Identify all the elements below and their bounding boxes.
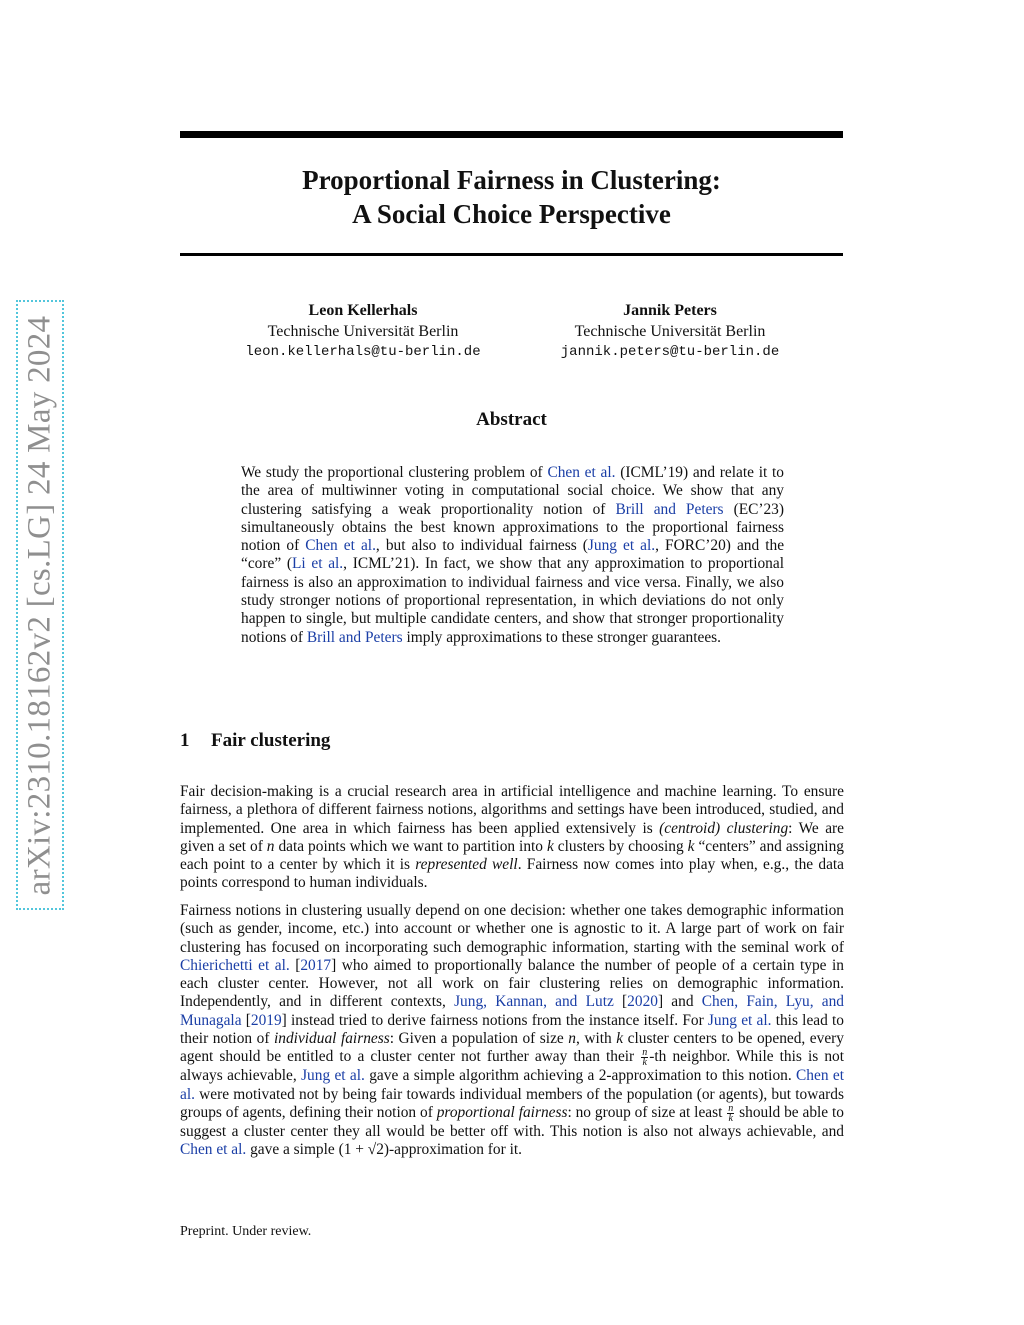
arxiv-id-text: arXiv:2310.18162v2 [cs.LG] 24 May 2024 (21, 315, 58, 895)
title-rule-top (180, 131, 843, 138)
fraction-n-over-k: $\frac{n}{k}$ (728, 1102, 734, 1124)
citation-link[interactable]: Chen et al. (305, 537, 376, 555)
citation-link[interactable]: Jung, Kannan, and Lutz (454, 993, 614, 1011)
citation-year-link[interactable]: 2017 (300, 956, 332, 974)
author-block-1 (213, 300, 513, 363)
author-name: Leon Kellerhals (308, 302, 418, 319)
citation-link[interactable]: Li et al. (291, 555, 344, 573)
author-email[interactable]: leon.kellerhals@tu-berlin.de (245, 344, 481, 360)
title-line-1: Proportional Fairness in Clustering: (302, 165, 721, 195)
section-title: Fair clustering (211, 730, 331, 751)
section-heading (180, 730, 330, 752)
fraction-n-over-k: $\frac{n}{k}$ (642, 1047, 648, 1069)
citation-year-link[interactable]: 2019 (250, 1011, 282, 1029)
paper-title (180, 163, 843, 231)
citation-link[interactable]: Chen, Fain, Lyu, and Munagala (180, 993, 845, 1029)
paragraph-2: Fairness notions in clustering usually depend on one decision: whether one takes demographic information (such as gender, income, etc.) into account or whether one is agnostic to it. A large part of work on fair clustering has focused on incorporating such demographic information, starting with the seminal work of Chierichetti et al. [2017] who aimed to proportionally balance the number of people of a certain type in each cluster center. However, not all work on fair clustering relies on demographic information. Independently, and in different contexts, Jung, Kannan, and Lutz [2020] and Chen, Fain, Lyu, and Munagala [2019] instead tried to derive fairness notions from the instance itself. For Jung et al. this lead to their notion of individual fairness: Given a population of size n, with k cluster centers to be opened, every agent should be entitled to a cluster center not further away than their $\frac{n}{k}$ -th neighbor. While this is not always achievable, Jung et al. gave a simple algorithm achieving a 2-approximation to this notion. Chen et al. were motivated not by being fair towards individual members of the population (or agents), but towards groups of agents, defining their notion of proportional fairness: no group of size at least $\frac{n}{k}$ should be able to suggest a cluster center they all would be better off with. This notion is also not always achievable, and Chen et al. gave a simple (1 + √2)-approximation for it. (180, 902, 845, 1159)
author-block-2 (520, 300, 820, 363)
math-expression: (1 + √2) (338, 1141, 390, 1159)
abstract-text: We study the proportional clustering problem of Chen et al. (ICML’19) and relate it to the area of multiwinner voting in computational social choice. We show that any clustering satisfying a weak proportionality notion of Brill and Peters (EC’23) simultaneously obtains the best known approximations to the proportional fairness notion of Chen et al., but also to individual fairness (Jung et al., FORC’20) and the “core” (Li et al., ICML’21). In fact, we show that any approximation to proportional fairness is also an approximation to individual fairness and vice versa. Finally, we also study stronger notions of proportional representation, in which deviations do not only happen to single, but multiple candidate centers, and show that stronger proportionality notions of Brill and Peters imply approximations to these stronger guarantees. (241, 464, 785, 646)
abstract-heading: Abstract (476, 409, 547, 430)
title-rule-bottom (180, 253, 843, 256)
author-email[interactable]: jannik.peters@tu-berlin.de (560, 344, 780, 360)
citation-link[interactable]: Jung et al. (301, 1067, 365, 1085)
citation-year-link[interactable]: 2020 (627, 993, 658, 1011)
citation-link[interactable]: Chierichetti et al. (180, 956, 290, 974)
footer-note: Preprint. Under review. (180, 1224, 312, 1239)
author-affiliation: Technische Universität Berlin (574, 323, 766, 340)
citation-link[interactable]: Chen et al. (180, 1141, 247, 1159)
title-line-2: A Social Choice Perspective (352, 199, 671, 229)
citation-link[interactable]: Jung et al. (707, 1011, 772, 1029)
author-name: Jannik Peters (623, 302, 717, 319)
paragraph-1: Fair decision-making is a crucial research area in artificial intelligence and machine learning. To ensure fairness, a plethora of different fairness notions, algorithms and settings have been introduced, studied, and implemented. One area in which fairness has been applied extensively is (centroid) clustering: We are given a set of n data points which we want to partition into k clusters by choosing k “centers” and assigning each point to a center by which it is represented well. Fairness now comes into play when, e.g., the data points correspond to human individuals. (180, 783, 845, 892)
citation-link[interactable]: Chen et al. (547, 464, 616, 481)
citation-link[interactable]: Brill and Peters (306, 628, 403, 646)
citation-link[interactable]: Chen et al. (180, 1067, 844, 1103)
arxiv-identifier (16, 300, 64, 910)
author-affiliation: Technische Universität Berlin (267, 323, 459, 340)
citation-link[interactable]: Brill and Peters (615, 500, 724, 518)
section-number: 1 (180, 730, 190, 751)
citation-link[interactable]: Jung et al. (587, 537, 656, 555)
